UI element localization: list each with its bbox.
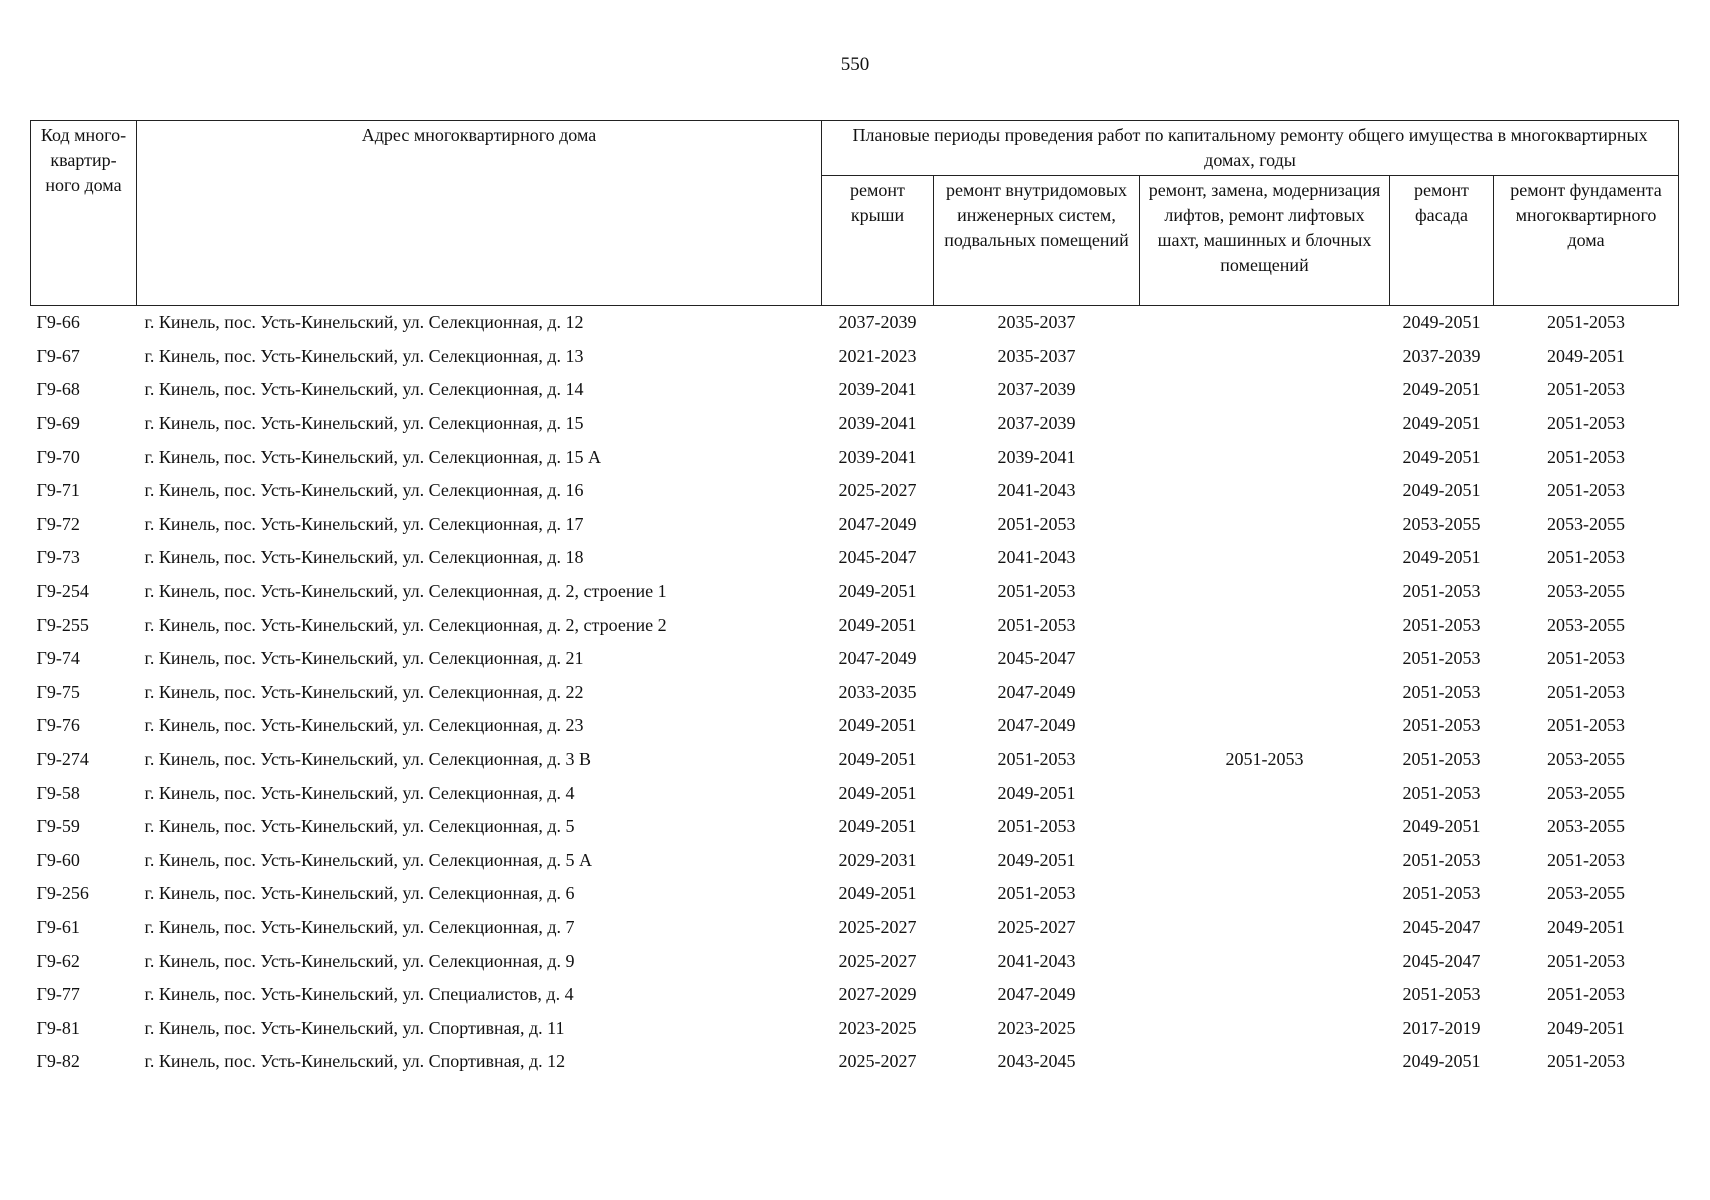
- table-row: [31, 306, 1679, 340]
- cell-roof: 2021-2023: [838, 345, 917, 366]
- cell-code: Г9-75: [36, 681, 80, 702]
- cell-foundation: 2051-2053: [1547, 446, 1626, 467]
- cell-elevators: [1140, 709, 1390, 743]
- cell-code: Г9-59: [36, 816, 80, 837]
- cell-address: г. Кинель, пос. Усть-Кинельский, ул. Селекционная, д. 22: [144, 681, 584, 702]
- cell-engineering: 2045-2047: [997, 648, 1076, 669]
- cell-address: г. Кинель, пос. Усть-Кинельский, ул. Селекционная, д. 13: [144, 345, 584, 366]
- cell-code: Г9-70: [36, 446, 80, 467]
- table-header: [31, 121, 1679, 306]
- cell-elevators: [1140, 1011, 1390, 1045]
- cell-foundation: 2051-2053: [1547, 1051, 1626, 1072]
- cell-roof: 2039-2041: [838, 446, 917, 467]
- cell-roof: 2025-2027: [838, 916, 917, 937]
- cell-elevators: [1140, 575, 1390, 609]
- table-row: [31, 978, 1679, 1012]
- cell-elevators: [1140, 541, 1390, 575]
- cell-foundation: 2051-2053: [1547, 413, 1626, 434]
- cell-roof: 2039-2041: [838, 413, 917, 434]
- cell-elevators: [1140, 642, 1390, 676]
- table-row: [31, 877, 1679, 911]
- cell-elevators: [1140, 978, 1390, 1012]
- cell-address: г. Кинель, пос. Усть-Кинельский, ул. Селекционная, д. 23: [144, 715, 584, 736]
- cell-roof: 2049-2051: [838, 749, 917, 770]
- cell-code: Г9-73: [36, 547, 80, 568]
- cell-code: Г9-81: [36, 1017, 80, 1038]
- header-row-1: [31, 121, 1679, 176]
- cell-address: г. Кинель, пос. Усть-Кинельский, ул. Селекционная, д. 12: [144, 312, 584, 333]
- table-row: [31, 340, 1679, 374]
- cell-engineering: 2051-2053: [997, 816, 1076, 837]
- cell-engineering: 2041-2043: [997, 480, 1076, 501]
- cell-address: г. Кинель, пос. Усть-Кинельский, ул. Селекционная, д. 9: [144, 950, 575, 971]
- cell-foundation: 2051-2053: [1547, 547, 1626, 568]
- cell-address: г. Кинель, пос. Усть-Кинельский, ул. Селекционная, д. 14: [144, 379, 584, 400]
- table-row: [31, 575, 1679, 609]
- cell-facade: 2017-2019: [1402, 1017, 1481, 1038]
- cell-engineering: 2047-2049: [997, 715, 1076, 736]
- cell-code: Г9-77: [36, 984, 80, 1005]
- cell-address: г. Кинель, пос. Усть-Кинельский, ул. Спортивная, д. 11: [144, 1017, 565, 1038]
- cell-engineering: 2035-2037: [997, 345, 1076, 366]
- cell-engineering: 2039-2041: [997, 446, 1076, 467]
- cell-roof: 2049-2051: [838, 816, 917, 837]
- header-facade: ремонт фасада: [1390, 176, 1494, 306]
- cell-facade: 2049-2051: [1402, 547, 1481, 568]
- cell-facade: 2045-2047: [1402, 950, 1481, 971]
- table-row: [31, 676, 1679, 710]
- cell-facade: 2049-2051: [1402, 816, 1481, 837]
- cell-roof: 2049-2051: [838, 883, 917, 904]
- cell-foundation: 2051-2053: [1547, 715, 1626, 736]
- cell-code: Г9-76: [36, 715, 80, 736]
- header-engineering: ремонт внутридомовых инженерных систем, подвальных помещений: [934, 176, 1140, 306]
- cell-foundation: 2051-2053: [1547, 480, 1626, 501]
- table-row: [31, 608, 1679, 642]
- cell-engineering: 2035-2037: [997, 312, 1076, 333]
- cell-facade: 2051-2053: [1402, 883, 1481, 904]
- cell-foundation: 2051-2053: [1547, 849, 1626, 870]
- cell-address: г. Кинель, пос. Усть-Кинельский, ул. Селекционная, д. 7: [144, 916, 575, 937]
- cell-facade: 2051-2053: [1402, 749, 1481, 770]
- cell-roof: 2049-2051: [838, 581, 917, 602]
- cell-engineering: 2051-2053: [997, 614, 1076, 635]
- cell-address: г. Кинель, пос. Усть-Кинельский, ул. Селекционная, д. 15 А: [144, 446, 602, 467]
- cell-code: Г9-61: [36, 916, 80, 937]
- table-row: [31, 508, 1679, 542]
- cell-facade: 2049-2051: [1402, 1051, 1481, 1072]
- cell-address: г. Кинель, пос. Усть-Кинельский, ул. Селекционная, д. 16: [144, 480, 584, 501]
- cell-foundation: 2049-2051: [1547, 345, 1626, 366]
- cell-address: г. Кинель, пос. Усть-Кинельский, ул. Селекционная, д. 5 А: [144, 849, 593, 870]
- cell-facade: 2051-2053: [1402, 648, 1481, 669]
- cell-facade: 2049-2051: [1402, 413, 1481, 434]
- cell-engineering: 2043-2045: [997, 1051, 1076, 1072]
- table-row: [31, 373, 1679, 407]
- cell-code: Г9-82: [36, 1051, 80, 1072]
- cell-code: Г9-71: [36, 480, 80, 501]
- cell-code: Г9-254: [36, 581, 89, 602]
- table-row: [31, 944, 1679, 978]
- cell-code: Г9-58: [36, 782, 80, 803]
- cell-roof: 2037-2039: [838, 312, 917, 333]
- cell-elevators: [1140, 810, 1390, 844]
- cell-roof: 2049-2051: [838, 614, 917, 635]
- cell-facade: 2053-2055: [1402, 513, 1481, 534]
- cell-roof: 2039-2041: [838, 379, 917, 400]
- cell-elevators: [1140, 508, 1390, 542]
- cell-code: Г9-256: [36, 883, 89, 904]
- table-row: [31, 541, 1679, 575]
- cell-engineering: 2037-2039: [997, 379, 1076, 400]
- header-roof: ремонт крыши: [822, 176, 934, 306]
- cell-code: Г9-60: [36, 849, 80, 870]
- cell-elevators: [1140, 440, 1390, 474]
- cell-foundation: 2051-2053: [1547, 312, 1626, 333]
- cell-engineering: 2051-2053: [997, 883, 1076, 904]
- cell-code: Г9-69: [36, 413, 80, 434]
- cell-foundation: 2053-2055: [1547, 581, 1626, 602]
- cell-elevators: [1140, 676, 1390, 710]
- cell-address: г. Кинель, пос. Усть-Кинельский, ул. Селекционная, д. 3 В: [144, 749, 592, 770]
- cell-address: г. Кинель, пос. Усть-Кинельский, ул. Селекционная, д. 4: [144, 782, 575, 803]
- cell-foundation: 2053-2055: [1547, 513, 1626, 534]
- cell-roof: 2025-2027: [838, 480, 917, 501]
- cell-roof: 2029-2031: [838, 849, 917, 870]
- table-row: [31, 440, 1679, 474]
- header-address: Адрес многоквартирного дома: [137, 121, 822, 306]
- table-row: [31, 743, 1679, 777]
- cell-engineering: 2049-2051: [997, 782, 1076, 803]
- cell-roof: 2047-2049: [838, 648, 917, 669]
- cell-facade: 2045-2047: [1402, 916, 1481, 937]
- header-periods: Плановые периоды проведения работ по капитальному ремонту общего имущества в многоквартирных домах, годы: [822, 121, 1679, 176]
- table-row: [31, 911, 1679, 945]
- table-row: [31, 407, 1679, 441]
- cell-address: г. Кинель, пос. Усть-Кинельский, ул. Селекционная, д. 5: [144, 816, 575, 837]
- cell-facade: 2049-2051: [1402, 312, 1481, 333]
- cell-foundation: 2053-2055: [1547, 782, 1626, 803]
- cell-engineering: 2047-2049: [997, 681, 1076, 702]
- cell-facade: 2051-2053: [1402, 715, 1481, 736]
- cell-address: г. Кинель, пос. Усть-Кинельский, ул. Специалистов, д. 4: [144, 984, 574, 1005]
- cell-facade: 2051-2053: [1402, 984, 1481, 1005]
- cell-code: Г9-68: [36, 379, 80, 400]
- cell-foundation: 2051-2053: [1547, 681, 1626, 702]
- cell-foundation: 2051-2053: [1547, 950, 1626, 971]
- cell-elevators: [1140, 944, 1390, 978]
- capital-repair-table: [30, 120, 1679, 1079]
- cell-roof: 2049-2051: [838, 715, 917, 736]
- cell-facade: 2051-2053: [1402, 782, 1481, 803]
- cell-elevators: [1140, 373, 1390, 407]
- cell-engineering: 2037-2039: [997, 413, 1076, 434]
- cell-code: Г9-62: [36, 950, 80, 971]
- cell-elevators: [1140, 911, 1390, 945]
- cell-address: г. Кинель, пос. Усть-Кинельский, ул. Селекционная, д. 18: [144, 547, 584, 568]
- table-row: [31, 776, 1679, 810]
- cell-roof: 2023-2025: [838, 1017, 917, 1038]
- cell-engineering: 2051-2053: [997, 749, 1076, 770]
- cell-address: г. Кинель, пос. Усть-Кинельский, ул. Селекционная, д. 2, строение 1: [144, 581, 667, 602]
- cell-elevators: [1140, 407, 1390, 441]
- cell-facade: 2049-2051: [1402, 480, 1481, 501]
- cell-engineering: 2047-2049: [997, 984, 1076, 1005]
- cell-facade: 2037-2039: [1402, 345, 1481, 366]
- cell-facade: 2051-2053: [1402, 849, 1481, 870]
- table-row: [31, 1011, 1679, 1045]
- header-code: Код много-квартир-ного дома: [31, 121, 137, 306]
- cell-elevators: [1140, 1045, 1390, 1079]
- cell-address: г. Кинель, пос. Усть-Кинельский, ул. Селекционная, д. 15: [144, 413, 584, 434]
- cell-code: Г9-255: [36, 614, 89, 635]
- header-elevators: ремонт, замена, модернизация лифтов, ремонт лифтовых шахт, машинных и блочных помещений: [1140, 176, 1390, 306]
- table-row: [31, 1045, 1679, 1079]
- cell-elevators: [1140, 844, 1390, 878]
- cell-engineering: 2051-2053: [997, 581, 1076, 602]
- cell-foundation: 2051-2053: [1547, 648, 1626, 669]
- cell-roof: 2025-2027: [838, 1051, 917, 1072]
- table-row: [31, 709, 1679, 743]
- cell-code: Г9-66: [36, 312, 80, 333]
- cell-facade: 2051-2053: [1402, 581, 1481, 602]
- cell-foundation: 2053-2055: [1547, 614, 1626, 635]
- cell-engineering: 2025-2027: [997, 916, 1076, 937]
- cell-engineering: 2041-2043: [997, 547, 1076, 568]
- cell-address: г. Кинель, пос. Усть-Кинельский, ул. Спортивная, д. 12: [144, 1051, 566, 1072]
- cell-facade: 2049-2051: [1402, 446, 1481, 467]
- cell-roof: 2033-2035: [838, 681, 917, 702]
- cell-foundation: 2053-2055: [1547, 749, 1626, 770]
- cell-elevators: 2051-2053: [1225, 749, 1304, 770]
- cell-code: Г9-274: [36, 749, 89, 770]
- cell-roof: 2049-2051: [838, 782, 917, 803]
- table-row: [31, 844, 1679, 878]
- cell-engineering: 2023-2025: [997, 1017, 1076, 1038]
- cell-code: Г9-67: [36, 345, 80, 366]
- cell-engineering: 2049-2051: [997, 849, 1076, 870]
- header-foundation: ремонт фундамента многоквартирного дома: [1494, 176, 1679, 306]
- cell-elevators: [1140, 474, 1390, 508]
- cell-facade: 2049-2051: [1402, 379, 1481, 400]
- cell-foundation: 2053-2055: [1547, 816, 1626, 837]
- cell-address: г. Кинель, пос. Усть-Кинельский, ул. Селекционная, д. 2, строение 2: [144, 614, 667, 635]
- cell-engineering: 2041-2043: [997, 950, 1076, 971]
- cell-code: Г9-72: [36, 513, 80, 534]
- table-body: [31, 306, 1679, 1079]
- cell-code: Г9-74: [36, 648, 80, 669]
- cell-foundation: 2051-2053: [1547, 984, 1626, 1005]
- cell-foundation: 2049-2051: [1547, 916, 1626, 937]
- cell-elevators: [1140, 877, 1390, 911]
- cell-address: г. Кинель, пос. Усть-Кинельский, ул. Селекционная, д. 6: [144, 883, 575, 904]
- cell-elevators: [1140, 608, 1390, 642]
- cell-roof: 2027-2029: [838, 984, 917, 1005]
- cell-foundation: 2053-2055: [1547, 883, 1626, 904]
- cell-elevators: [1140, 340, 1390, 374]
- page-number: 550: [840, 54, 870, 75]
- cell-foundation: 2049-2051: [1547, 1017, 1626, 1038]
- cell-roof: 2025-2027: [838, 950, 917, 971]
- cell-foundation: 2051-2053: [1547, 379, 1626, 400]
- cell-engineering: 2051-2053: [997, 513, 1076, 534]
- cell-elevators: [1140, 306, 1390, 340]
- cell-elevators: [1140, 776, 1390, 810]
- cell-roof: 2047-2049: [838, 513, 917, 534]
- table-row: [31, 642, 1679, 676]
- cell-facade: 2051-2053: [1402, 681, 1481, 702]
- cell-roof: 2045-2047: [838, 547, 917, 568]
- cell-address: г. Кинель, пос. Усть-Кинельский, ул. Селекционная, д. 17: [144, 513, 584, 534]
- table-row: [31, 810, 1679, 844]
- cell-address: г. Кинель, пос. Усть-Кинельский, ул. Селекционная, д. 21: [144, 648, 584, 669]
- cell-facade: 2051-2053: [1402, 614, 1481, 635]
- table-row: [31, 474, 1679, 508]
